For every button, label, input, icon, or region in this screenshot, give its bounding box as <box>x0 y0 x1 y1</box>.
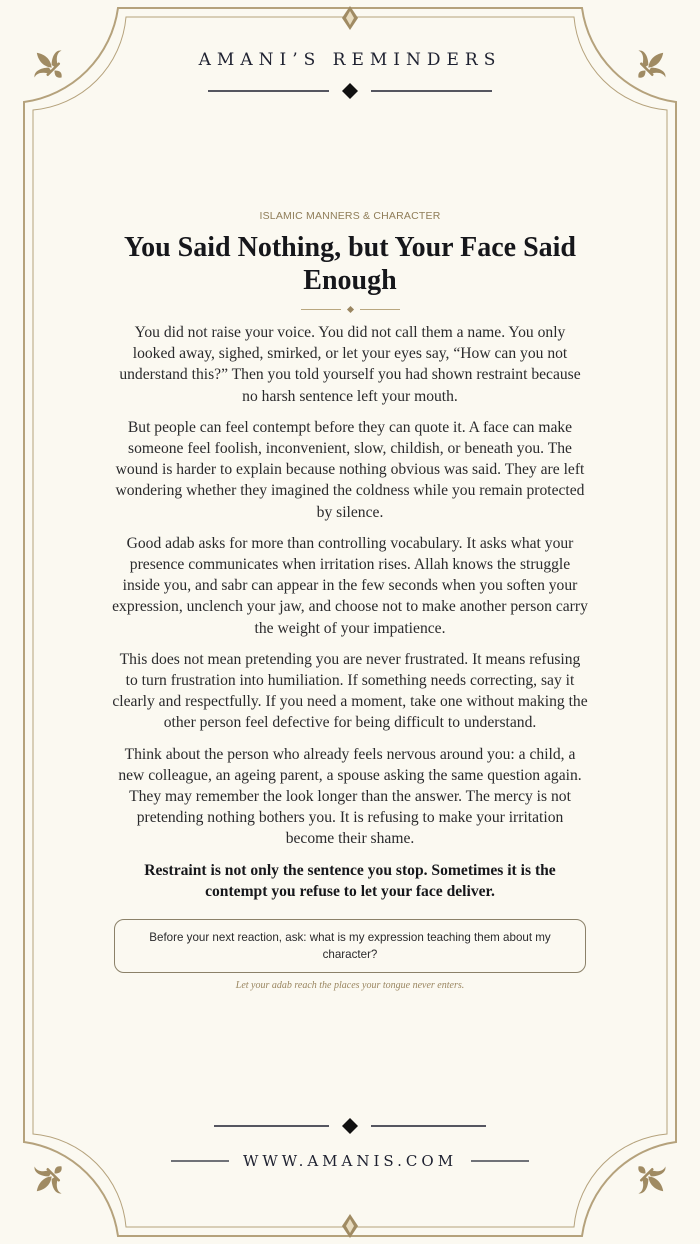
paragraph: But people can feel contempt before they can quote it. A face can make someone feel foolish, inconvenient, slow, childish, or beneath you. The wound is harder to explain because nothing obvious was said. They are left wondering whether they imagined the coldness while you remain protected by silence. <box>115 418 585 521</box>
conclusion: Restraint is not only the sentence you stop. Sometimes it is the contempt you refuse to let your face deliver. <box>144 861 556 901</box>
footer-url: WWW.AMANIS.COM <box>242 1152 458 1170</box>
paragraph: This does not mean pretending you are never frustrated. It means refusing to turn frustration into humiliation. If something needs correcting, say it clearly and respectfully. If you need a moment, take one without making the other person feel defective for being difficult to understand. <box>112 650 588 732</box>
article-category: ISLAMIC MANNERS & CHARACTER <box>259 210 441 222</box>
tagline: Let your adab reach the places your tongue never enters. <box>235 979 465 991</box>
brand-header: AMANI’S REMINDERS <box>198 50 502 70</box>
article-title: You Said Nothing, but Your Face Said Enough <box>123 232 576 296</box>
title-divider <box>120 307 580 312</box>
paragraph: You did not raise your voice. You did not call them a name. You only looked away, sighed, smirked, or let your eyes say, “How can you not understand this?” Then you told yourself you had shown restraint because no harsh sentence left your mouth. <box>119 324 581 405</box>
paragraph: Think about the person who already feels nervous around you: a child, a new colleague, an ageing parent, a spouse asking the same question again. They may remember the look longer than the answer. The mercy is not pretending nothing bothers you. It is refusing to make your irritation become their shame. <box>118 745 582 848</box>
reflection-prompt: Before your next reaction, ask: what is my expression teaching them about my character? <box>114 919 586 973</box>
article <box>112 210 588 991</box>
paragraph: Good adab asks for more than controlling vocabulary. It asks what your presence communicates when irritation rises. Allah knows the struggle inside you, and sabr can appear in the few seconds when you soften your expression, unclench your jaw, and choose not to make another person carry the weight of your impatience. <box>112 534 588 637</box>
bottom-diamond-ornament <box>342 1214 358 1238</box>
top-diamond-ornament <box>342 6 358 30</box>
